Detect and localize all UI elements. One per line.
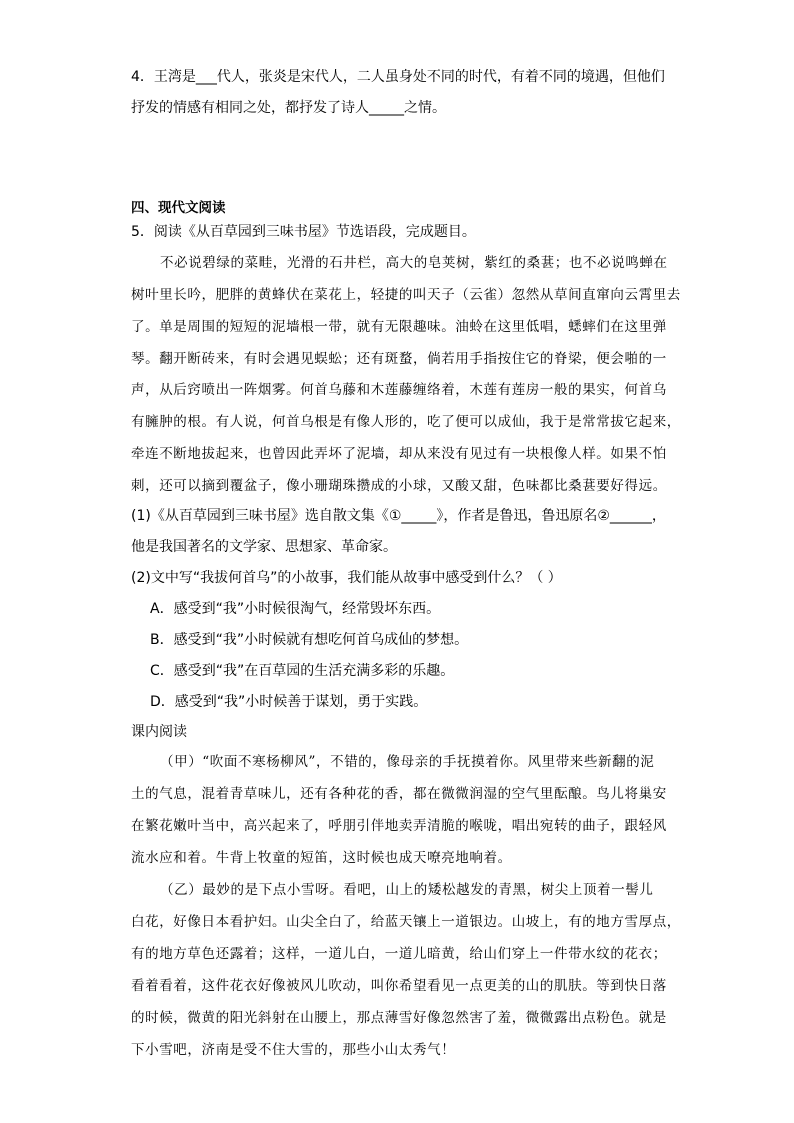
yi-line: 有的地方草色还露着；这样，一道儿白，一道儿暗黄，给山们穿上一件带水纹的花衣； <box>131 946 667 962</box>
q4-line-1: 4．王湾是___代人，张炎是宋代人，二人虽身处不同的时代，有着不同的境遇，但他们 <box>131 69 665 85</box>
passage-line: 不必说碧绿的菜畦，光滑的石井栏，高大的皂荚树，紫红的桑葚；也不必说鸣蝉在 <box>160 255 668 271</box>
reading-label: 课内阅读 <box>131 724 187 740</box>
option-b: B．感受到“我”小时候就有想吃何首乌成仙的梦想。 <box>150 632 469 648</box>
passage-line: 声，从后窍喷出一阵烟雾。何首乌藤和木莲藤缠络着，木莲有莲房一般的果实，何首乌 <box>131 382 667 398</box>
q5-stem: 5．阅读《从百草园到三味书屋》节选语段，完成题目。 <box>131 224 476 240</box>
option-d: D．感受到“我”小时候善于谋划，勇于实践。 <box>150 694 428 710</box>
q5-sub1-line-2: 他是我国著名的文学家、思想家、革命家。 <box>131 539 397 555</box>
passage-line: 琴。翻开断砖来，有时会遇见蜈蚣；还有斑蝥，倘若用手指按住它的脊梁，便会啪的一 <box>131 351 667 367</box>
jia-line: 流水应和着。牛背上牧童的短笛，这时候也成天嘹亮地响着。 <box>131 850 512 866</box>
passage-line: 刺，还可以摘到覆盆子，像小珊瑚珠攒成的小球，又酸又甜，色味都比桑葚要好得远。 <box>131 478 667 494</box>
option-a: A．感受到“我”小时候很淘气，经常毁坏东西。 <box>150 601 441 617</box>
q5-sub1-line-1: (1)《从百草园到三味书屋》选自散文集《①_____》，作者是鲁迅，鲁迅原名②______， <box>131 508 666 524</box>
yi-line: 的时候，微黄的阳光斜射在山腰上，那点薄雪好像忽然害了羞，微微露出点粉色。就是 <box>131 1010 667 1026</box>
option-c: C．感受到“我”在百草园的生活充满多彩的乐趣。 <box>150 663 455 679</box>
passage-line: 树叶里长吟，肥胖的黄蜂伏在菜花上，轻捷的叫天子（云雀）忽然从草间直窜向云霄里去 <box>131 287 681 303</box>
yi-line: 白花，好像日本看护妇。山尖全白了，给蓝天镶上一道银边。山坡上，有的地方雪厚点， <box>131 914 681 930</box>
q4-line-2: 抒发的情感有相同之处，都抒发了诗人_____之情。 <box>131 100 446 116</box>
yi-line: 下小雪吧，济南是受不住大雪的，那些小山太秀气！ <box>131 1042 456 1058</box>
passage-line: 有臃肿的根。有人说，何首乌根是有像人形的，吃了便可以成仙，我于是常常拔它起来， <box>131 414 681 430</box>
passage-line: 了。单是周围的短短的泥墙根一带，就有无限趣味。油蛉在这里低唱，蟋蟀们在这里弹 <box>131 319 667 335</box>
section-heading: 四、现代文阅读 <box>131 200 226 216</box>
jia-line: （甲）“吹面不寒杨柳风”，不错的，像母亲的手抚摸着你。风里带来些新翻的泥 <box>160 754 655 770</box>
jia-line: 在繁花嫩叶当中，高兴起来了，呼朋引伴地卖弄清脆的喉咙，唱出宛转的曲子，跟轻风 <box>131 818 667 834</box>
passage-line: 牵连不断地拔起来，也曾因此弄坏了泥墙，却从来没有见过有一块根像人样。如果不怕 <box>131 446 667 462</box>
yi-line: （乙）最妙的是下点小雪呀。看吧，山上的矮松越发的青黑，树尖上顶着一髻儿 <box>160 882 654 898</box>
q5-sub2-stem: (2)文中写“我拔何首乌”的小故事，我们能从故事中感受到什么？（ ） <box>131 570 562 586</box>
yi-line: 看着看着，这件花衣好像被风儿吹动，叫你希望看见一点更美的山的肌肤。等到快日落 <box>131 978 667 994</box>
jia-line: 土的气息，混着青草味儿，还有各种花的香，都在微微润湿的空气里酝酿。鸟儿将巢安 <box>131 786 667 802</box>
